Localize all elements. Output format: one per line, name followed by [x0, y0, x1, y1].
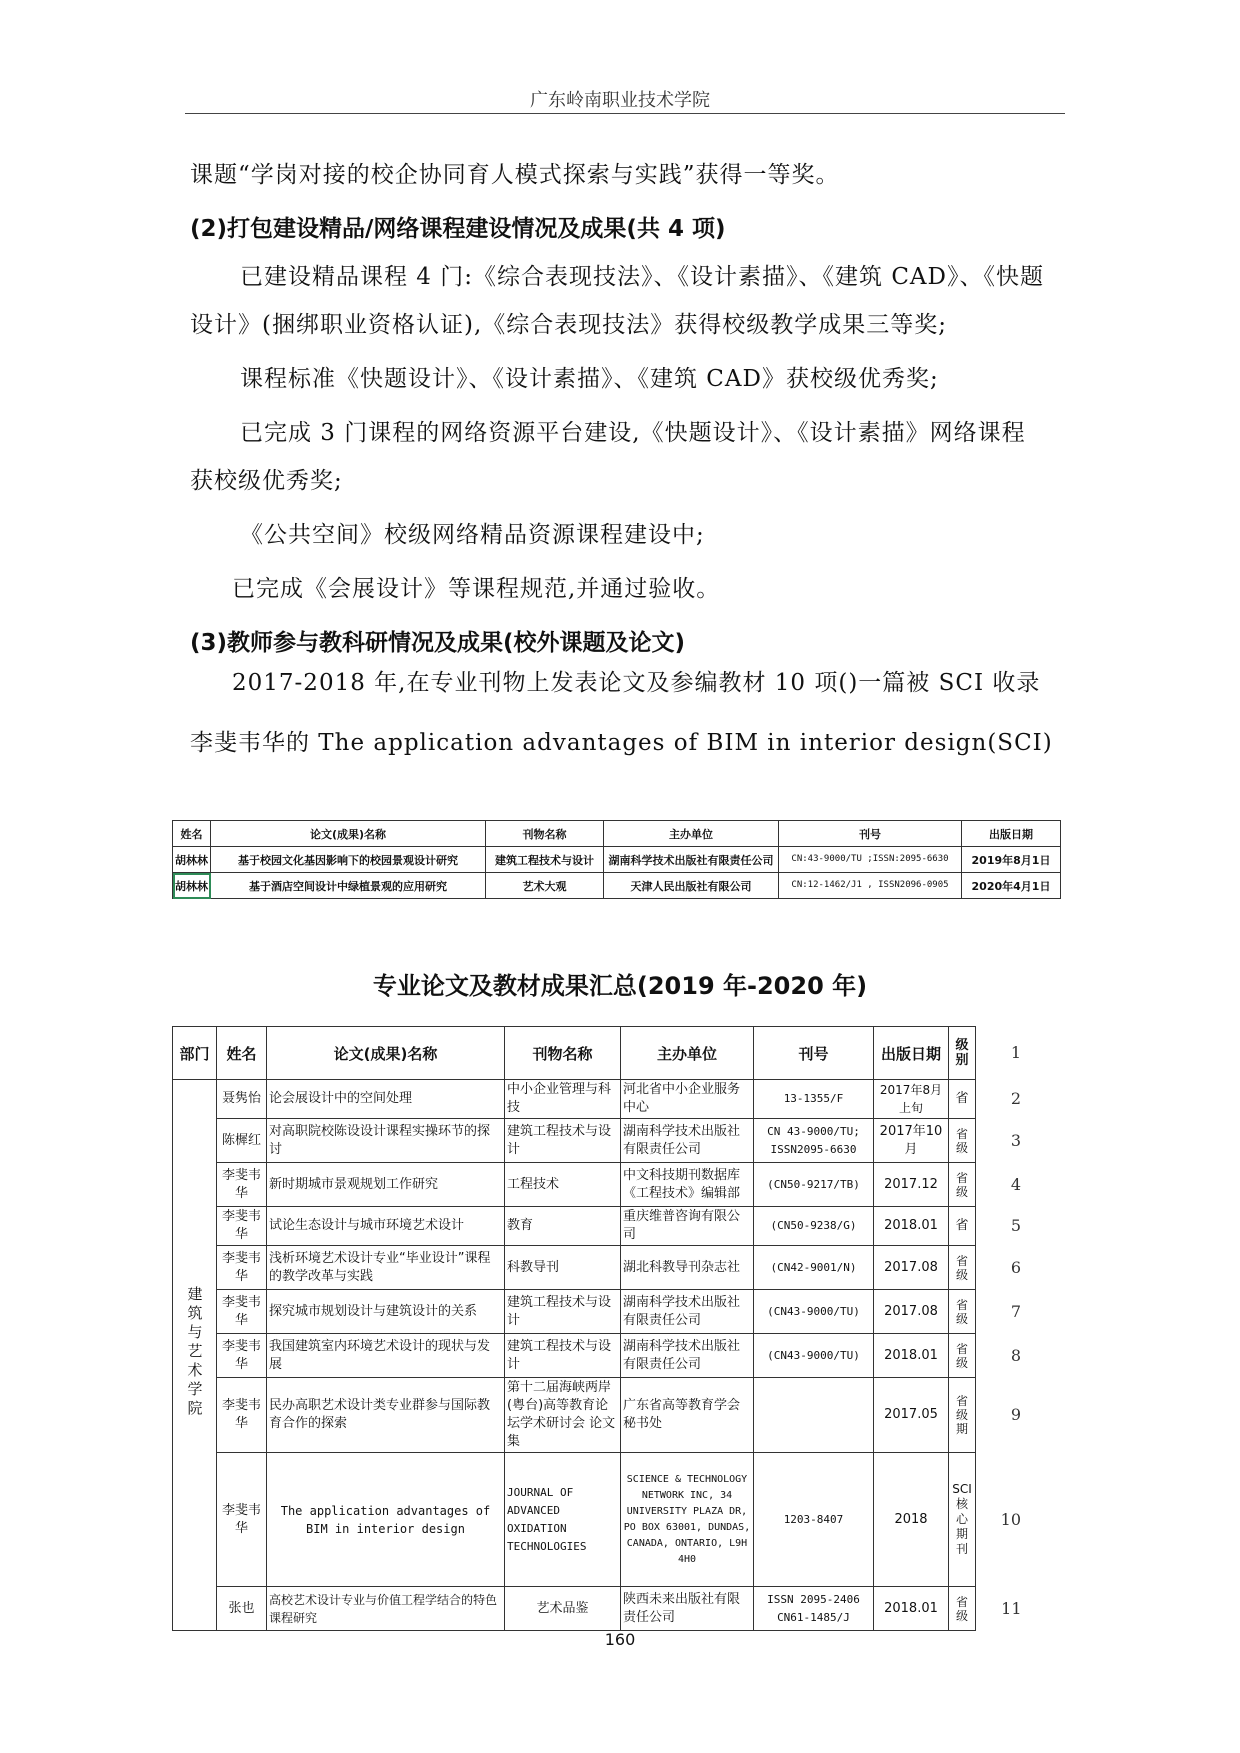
cell-issn: ISSN 2095-2406 CN61-1485/J [754, 1587, 874, 1631]
row-number: 8 [1010, 1345, 1021, 1365]
table-row [173, 1163, 1028, 1207]
cell-org: SCIENCE & TECHNOLOGY NETWORK INC, 34 UNIVERSITY PLAZA DR, PO BOX 63001, DUNDAS, CANADA, ONTARIO, L9H 4H0 [621, 1453, 754, 1587]
col-header-org: 主办单位 [621, 1027, 754, 1080]
col-header-date: 出版日期 [874, 1027, 949, 1080]
cell-journal: 建筑工程技术与设计 [505, 1334, 621, 1378]
col-header-issn: 刊号 [754, 1027, 874, 1080]
cell-journal: 科教导刊 [505, 1246, 621, 1290]
col-header-date: 出版日期 [962, 821, 1061, 847]
cell-level: 省 [949, 1207, 976, 1246]
cell-org: 重庆维普咨询有限公司 [621, 1207, 754, 1246]
cell-name: 陈樨红 [217, 1119, 267, 1163]
cell-level: 省级 [949, 1334, 976, 1378]
table-row [173, 1378, 1028, 1453]
cell-date: 2017.08 [874, 1290, 949, 1334]
col-header-dept: 部门 [173, 1027, 217, 1080]
page-header-title: 广东岭南职业技术学院 [530, 90, 710, 111]
cell-title: 我国建筑室内环境艺术设计的现状与发展 [267, 1334, 505, 1378]
cell-org: 湖南科学技术出版社有限责任公司 [621, 1119, 754, 1163]
cell-level: 省级 [949, 1587, 976, 1631]
cell-issn: CN:12-1462/J1 , ISSN2096-0905 [779, 873, 962, 899]
cell-title: 基于酒店空间设计中绿植景观的应用研究 [211, 873, 486, 899]
paragraph-network-1: 已完成 3 门课程的网络资源平台建设,《快题设计》、《设计素描》网络课程 [240, 420, 1026, 446]
cell-date: 2017.12 [874, 1163, 949, 1207]
cell-journal: 工程技术 [505, 1163, 621, 1207]
col-header-journal: 刊物名称 [486, 821, 604, 847]
paragraph-courses-1: 已建设精品课程 4 门:《综合表现技法》、《设计素描》、《建筑 CAD》、《快题 [240, 264, 1044, 290]
cell-date: 2018 [874, 1453, 949, 1587]
col-header-journal: 刊物名称 [505, 1027, 621, 1080]
cell-issn: 13-1355/F [754, 1080, 874, 1119]
cell-title: 民办高职艺术设计类专业群参与国际教育合作的探索 [267, 1378, 505, 1453]
table-row [173, 1453, 1028, 1587]
cell-title: 新时期城市景观规划工作研究 [267, 1163, 505, 1207]
table-row [173, 1119, 1028, 1163]
cell-level: SCI核心期刊 [949, 1453, 976, 1587]
cell-name: 胡林林 [173, 847, 211, 873]
cell-date: 2017年8月上旬 [874, 1080, 949, 1119]
cell-date: 2019年8月1日 [962, 847, 1061, 873]
table-row [173, 1246, 1028, 1290]
cell-date: 2018.01 [874, 1587, 949, 1631]
cell-issn: (CN43-9000/TU) [754, 1334, 874, 1378]
table-header-row [173, 1027, 1028, 1080]
cell-journal: 教育 [505, 1207, 621, 1246]
cell-date: 2017.08 [874, 1246, 949, 1290]
cell-issn: 1203-8407 [754, 1453, 874, 1587]
cell-name: 李斐韦华 [217, 1334, 267, 1378]
cell-org: 天津人民出版社有限公司 [604, 873, 779, 899]
section-heading-courses: (2)打包建设精品/网络课程建设情况及成果(共 4 项) [190, 216, 726, 242]
table-row [173, 1207, 1028, 1246]
paragraph-standards: 课程标准《快题设计》、《设计素描》、《建筑 CAD》获校级优秀奖; [240, 366, 939, 392]
table-row [173, 1587, 1028, 1631]
cell-journal: JOURNAL OF ADVANCED OXIDATION TECHNOLOGIES [505, 1453, 621, 1587]
col-header-title: 论文(成果)名称 [211, 821, 486, 847]
table-row [173, 873, 1061, 899]
row-number: 11 [1001, 1598, 1022, 1618]
table-row [173, 847, 1061, 873]
cell-journal: 艺术大观 [486, 873, 604, 899]
cell-level: 省级期 [949, 1378, 976, 1453]
cell-org: 湖北科教导刊杂志社 [621, 1246, 754, 1290]
cell-org: 陕西未来出版社有限责任公司 [621, 1587, 754, 1631]
cell-org: 湖南科学技术出版社有限责任公司 [621, 1290, 754, 1334]
paragraph-publications: 2017-2018 年,在专业刊物上发表论文及参编教材 10 项()一篇被 SCI 收录 [232, 670, 1041, 696]
cell-journal: 建筑工程技术与设计 [505, 1119, 621, 1163]
header-divider [185, 113, 1065, 114]
cell-name-selected[interactable]: 胡林林 [173, 873, 211, 899]
cell-journal: 建筑工程技术与设计 [486, 847, 604, 873]
row-number: 5 [1010, 1216, 1021, 1235]
cell-date: 2020年4月1日 [962, 873, 1061, 899]
cell-issn: (CN43-9000/TU) [754, 1290, 874, 1334]
col-header-name: 姓名 [173, 821, 211, 847]
paragraph-courses-2: 设计》(捆绑职业资格认证),《综合表现技法》获得校级教学成果三等奖; [190, 312, 948, 338]
table-row [173, 1334, 1028, 1378]
paragraph-sci: 李斐韦华的 The application advantages of BIM in interior design(SCI) [190, 730, 1053, 756]
cell-name: 李斐韦华 [217, 1453, 267, 1587]
cell-title: 浅析环境艺术设计专业“毕业设计”课程的教学改革与实践 [267, 1246, 505, 1290]
col-header-title: 论文(成果)名称 [267, 1027, 505, 1080]
cell-title: 论会展设计中的空间处理 [267, 1080, 505, 1119]
table-header-row [173, 821, 1061, 847]
cell-org: 湖南科学技术出版社有限责任公司 [621, 1334, 754, 1378]
cell-title: 基于校园文化基因影响下的校园景观设计研究 [211, 847, 486, 873]
row-number: 3 [1010, 1130, 1021, 1150]
cell-name: 李斐韦华 [217, 1290, 267, 1334]
cell-level: 省级 [949, 1119, 976, 1163]
cell-date: 2018.01 [874, 1207, 949, 1246]
cell-date: 2017.05 [874, 1378, 949, 1453]
cell-issn: (CN50-9238/G) [754, 1207, 874, 1246]
row-number: 9 [1010, 1405, 1021, 1424]
cell-journal: 第十二届海峡两岸(粤台)高等教育论坛学术研讨会 论文集 [505, 1378, 621, 1453]
summary-papers-table [172, 1026, 1028, 1631]
cell-org: 广东省高等教育学会秘书处 [621, 1378, 754, 1453]
row-number: 6 [1010, 1257, 1021, 1277]
small-papers-table [172, 820, 1061, 899]
cell-title: 试论生态设计与城市环境艺术设计 [267, 1207, 505, 1246]
cell-issn: CN 43-9000/TU; ISSN2095-6630 [754, 1119, 874, 1163]
department-label: 建筑与艺术学院 [185, 1285, 204, 1419]
row-number: 1 [1010, 1043, 1021, 1062]
cell-org: 中文科技期刊数据库《工程技术》编辑部 [621, 1163, 754, 1207]
cell-journal: 艺术品鉴 [505, 1587, 621, 1631]
cell-level: 省级 [949, 1246, 976, 1290]
cell-org: 河北省中小企业服务中心 [621, 1080, 754, 1119]
cell-title: 探究城市规划设计与建筑设计的关系 [267, 1290, 505, 1334]
col-header-name: 姓名 [217, 1027, 267, 1080]
table-row [173, 1290, 1028, 1334]
cell-issn [754, 1378, 874, 1453]
col-header-level: 级别 [949, 1027, 976, 1080]
col-header-org: 主办单位 [604, 821, 779, 847]
row-number: 4 [1010, 1174, 1021, 1194]
row-number: 10 [1000, 1509, 1021, 1529]
cell-name: 李斐韦华 [217, 1163, 267, 1207]
cell-title: 对高职院校陈设设计课程实操环节的探讨 [267, 1119, 505, 1163]
cell-issn: CN:43-9000/TU ;ISSN:2095-6630 [779, 847, 962, 873]
page-number: 160 [604, 1630, 636, 1649]
cell-name: 张也 [217, 1587, 267, 1631]
cell-title: 高校艺术设计专业与价值工程学结合的特色课程研究 [267, 1587, 505, 1631]
cell-name: 李斐韦华 [217, 1378, 267, 1453]
cell-name: 聂隽怡 [217, 1080, 267, 1119]
paragraph-exhibition: 已完成《会展设计》等课程规范,并通过验收。 [232, 576, 721, 602]
cell-name: 李斐韦华 [217, 1207, 267, 1246]
col-header-issn: 刊号 [779, 821, 962, 847]
cell-org: 湖南科学技术出版社有限责任公司 [604, 847, 779, 873]
paragraph-network-2: 获校级优秀奖; [190, 468, 343, 494]
paragraph-award: 课题“学岗对接的校企协同育人模式探索与实践”获得一等奖。 [190, 162, 840, 188]
paragraph-public-space: 《公共空间》校级网络精品资源课程建设中; [240, 522, 705, 548]
cell-journal: 建筑工程技术与设计 [505, 1290, 621, 1334]
table-row [173, 1080, 1028, 1119]
cell-level: 省级 [949, 1163, 976, 1207]
cell-date: 2017年10月 [874, 1119, 949, 1163]
cell-issn: (CN50-9217/TB) [754, 1163, 874, 1207]
cell-level: 省 [949, 1080, 976, 1119]
row-number: 7 [1010, 1301, 1021, 1321]
cell-name: 李斐韦华 [217, 1246, 267, 1290]
row-number: 2 [1010, 1089, 1021, 1108]
cell-title: The application advantages of BIM in interior design [267, 1453, 505, 1587]
department-cell [173, 1080, 217, 1631]
section-heading-research: (3)教师参与教科研情况及成果(校外课题及论文) [190, 630, 686, 656]
summary-section-title: 专业论文及教材成果汇总(2019 年-2020 年) [372, 972, 868, 1000]
cell-journal: 中小企业管理与科技 [505, 1080, 621, 1119]
cell-date: 2018.01 [874, 1334, 949, 1378]
cell-issn: (CN42-9001/N) [754, 1246, 874, 1290]
cell-level: 省级 [949, 1290, 976, 1334]
